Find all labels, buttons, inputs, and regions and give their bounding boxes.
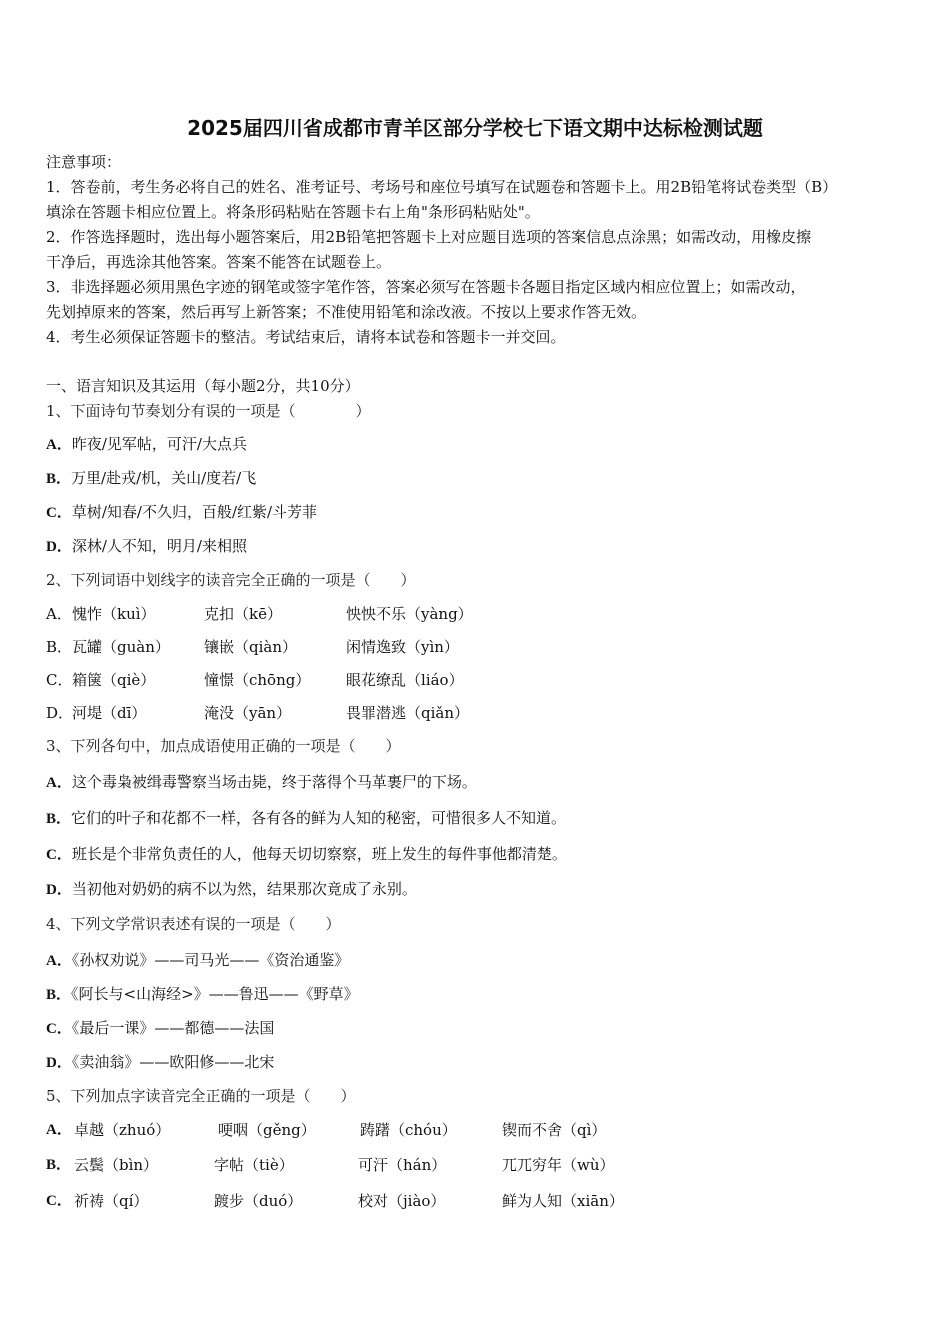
option-text: 《卖油翁》——欧阳修——北宋 (71, 1053, 275, 1071)
option-text: 草树/知春/不久归，百般/红紫/斗芳菲 (71, 503, 318, 521)
option-cell: 锲而不舍（qì） (502, 1121, 607, 1139)
option-cell: 畏罪潜逃（qiǎn） (346, 704, 470, 722)
option-cell: 憧憬（chōng） (204, 671, 311, 689)
option-letter: B． (46, 1157, 72, 1173)
section-heading: 一、语言知识及其运用（每小题2分，共10分） (46, 377, 360, 395)
option-cell: 镶嵌（qiàn） (204, 638, 298, 656)
page-title: 2025届四川省成都市青羊区部分学校七下语文期中达标检测试题 (187, 116, 763, 140)
question-3-option-a (46, 772, 477, 793)
option-text: 《最后一课》——都德——法国 (71, 1019, 275, 1037)
option-letter: B． (46, 471, 72, 487)
option-letter: A． (46, 953, 72, 969)
question-4-option-a (46, 950, 349, 971)
option-cell: 哽咽（gěng） (218, 1121, 316, 1139)
option-letter: C． (46, 1193, 72, 1209)
option-letter: C． (46, 505, 72, 521)
option-cell: 校对（jiào） (358, 1192, 446, 1210)
option-cell: 踌躇（chóu） (360, 1121, 457, 1139)
option-cell: 淹没（yān） (204, 704, 292, 722)
notice-line: 2．作答选择题时，选出每小题答案后，用2B铅笔把答题卡上对应题目选项的答案信息点涂黑；如需改动，用橡皮擦 (46, 228, 812, 246)
option-text: 万里/赴戎/机，关山/度若/飞 (71, 469, 257, 487)
question-3-option-c (46, 844, 567, 865)
option-cell: 怏怏不乐（yàng） (346, 605, 473, 623)
option-text: 这个毒枭被缉毒警察当场击毙，终于落得个马革裹尸的下场。 (71, 773, 477, 791)
option-letter: C． (46, 1021, 72, 1037)
notice-line: 填涂在答题卡相应位置上。将条形码粘贴在答题卡右上角"条形码粘贴处"。 (46, 203, 540, 221)
option-cell: 踱步（duó） (214, 1192, 303, 1210)
notice-line: 4．考生必须保证答题卡的整洁。考试结束后，请将本试卷和答题卡一并交回。 (46, 328, 566, 346)
option-text: 《孙权劝说》——司马光——《资治通鉴》 (71, 951, 350, 969)
option-cell: 愧怍（kuì） (72, 605, 156, 623)
question-4-option-b (46, 984, 359, 1005)
option-cell: 祈祷（qí） (74, 1192, 149, 1210)
notice-line: 1．答卷前，考生务必将自己的姓名、准考证号、考场号和座位号填写在试题卷和答题卡上。用2B铅笔将试卷类型（B） (46, 178, 838, 196)
question-4-stem: 4、下列文学常识表述有误的一项是（ ） (46, 915, 341, 933)
option-cell: 箱箧（qiè） (72, 671, 156, 689)
question-4-option-d (46, 1052, 274, 1073)
option-letter: A． (46, 775, 72, 791)
question-1-option-b (46, 468, 256, 489)
option-text: 当初他对奶奶的病不以为然，结果那次竟成了永别。 (71, 880, 417, 898)
option-cell: 克扣（kē） (204, 605, 282, 623)
notice-line: 干净后，再选涂其他答案。答案不能答在试题卷上。 (46, 253, 392, 271)
question-1-option-a (46, 434, 247, 455)
option-letter: D． (46, 1055, 72, 1071)
option-letter: A． (46, 1122, 72, 1138)
notice-line: 3．非选择题必须用黑色字迹的钢笔或签字笔作答，答案必须写在答题卡各题目指定区域内相应位置上；如需改动， (46, 278, 806, 296)
option-text: 昨夜/见军帖，可汗/大点兵 (71, 435, 247, 453)
question-4-option-c (46, 1018, 274, 1039)
question-5-stem: 5、下列加点字读音完全正确的一项是（ ） (46, 1087, 356, 1105)
question-1-option-d (46, 536, 247, 557)
option-text: 班长是个非常负责任的人，他每天切切察察，班上发生的每件事他都清楚。 (71, 845, 567, 863)
option-letter: D． (46, 539, 72, 555)
option-letter: C． (46, 671, 73, 689)
question-3-stem: 3、下列各句中，加点成语使用正确的一项是（ ） (46, 737, 401, 755)
option-letter: D． (46, 882, 72, 898)
option-cell: 眼花缭乱（liáo） (346, 671, 464, 689)
option-cell: 鲜为人知（xiān） (502, 1192, 624, 1210)
option-cell: 字帖（tiè） (214, 1156, 294, 1174)
option-letter: A． (46, 437, 72, 453)
option-cell: 可汗（hán） (358, 1156, 447, 1174)
notice-line: 先划掉原来的答案，然后再写上新答案；不准使用铅笔和涂改液。不按以上要求作答无效。 (46, 303, 647, 321)
option-letter: C． (46, 847, 72, 863)
option-cell: 闲情逸致（yìn） (346, 638, 459, 656)
option-cell: 瓦罐（guàn） (72, 638, 170, 656)
option-letter: B． (46, 987, 72, 1003)
option-text: 它们的叶子和花都不一样，各有各的鲜为人知的秘密，可惜很多人不知道。 (71, 809, 567, 827)
option-cell: 兀兀穷年（wù） (502, 1156, 615, 1174)
option-letter: B． (46, 811, 72, 827)
option-letter: B． (46, 638, 73, 656)
option-cell: 卓越（zhuó） (74, 1121, 171, 1139)
question-3-option-d (46, 879, 417, 900)
option-cell: 云鬓（bìn） (74, 1156, 159, 1174)
option-text: 深林/人不知，明月/来相照 (71, 537, 247, 555)
notice-heading: 注意事项： (46, 153, 122, 171)
option-text: 《阿长与<山海经>》——鲁迅——《野草》 (71, 985, 359, 1003)
option-letter: D． (46, 704, 74, 722)
question-1-stem: 1、下面诗句节奏划分有误的一项是（ ） (46, 402, 371, 420)
question-1-option-c (46, 502, 317, 523)
option-letter: A． (46, 605, 72, 623)
question-3-option-b (46, 808, 566, 829)
question-2-stem: 2、下列词语中划线字的读音完全正确的一项是（ ） (46, 571, 416, 589)
option-cell: 河堤（dī） (72, 704, 147, 722)
